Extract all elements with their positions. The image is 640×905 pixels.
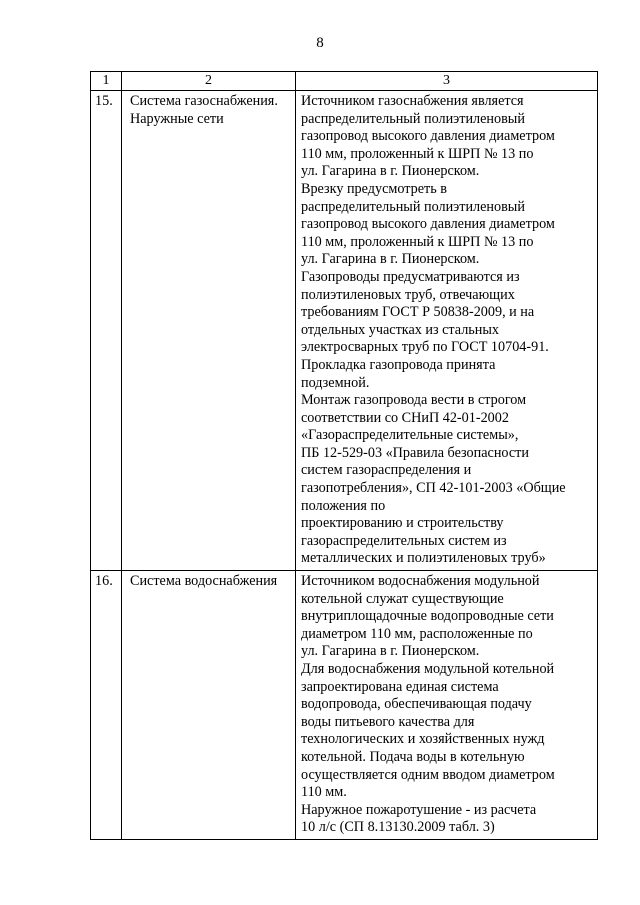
text-line: распределительный полиэтиленовый xyxy=(301,110,525,127)
text-line: Для водоснабжения модульной котельной xyxy=(301,661,555,677)
text-line: Система газоснабжения. xyxy=(130,93,278,109)
system-description xyxy=(296,91,598,571)
table-header-row xyxy=(91,72,598,91)
text-line: ул. Гагарина в г. Пионерском. xyxy=(301,163,480,180)
text-line: требованиям ГОСТ Р 50838-2009, и на xyxy=(301,304,535,321)
text-line: Врезку предусмотреть в xyxy=(301,180,447,197)
page-number: 8 xyxy=(316,35,324,51)
column-header-2: 2 xyxy=(122,72,296,91)
text-line: осуществляется одним вводом диаметром xyxy=(301,766,555,783)
text-line: отдельных участках из стальных xyxy=(301,321,499,338)
text-line: проектированию и строительству xyxy=(301,515,504,532)
text-line: ул. Гагарина в г. Пионерском. xyxy=(301,251,480,268)
text-line: котельной. Подача воды в котельную xyxy=(301,748,525,765)
text-line: технологических и хозяйственных нужд xyxy=(301,731,545,748)
text-line: Система водоснабжения xyxy=(130,573,278,590)
text-line: 110 мм, проложенный к ШРП № 13 по xyxy=(301,145,534,162)
row-number: 16. xyxy=(91,571,122,840)
text-line: 110 мм, проложенный к ШРП № 13 по xyxy=(301,233,534,250)
text-line: воды питьевого качества для xyxy=(301,713,475,730)
system-description xyxy=(296,571,598,840)
text-line: металлических и полиэтиленовых труб» xyxy=(301,550,546,567)
text-line: Наружное пожаротушение - из расчета xyxy=(301,801,537,818)
text-line: водопровода, обеспечивающая подачу xyxy=(301,696,532,713)
text-line: систем газораспределения и xyxy=(301,462,472,479)
text-line: диаметром 110 мм, расположенные по xyxy=(301,625,533,642)
text-line: «Газораспределительные системы», xyxy=(301,427,519,444)
row-number: 15. xyxy=(91,91,122,571)
text-line: запроектирована единая система xyxy=(301,678,499,695)
column-header-3: 3 xyxy=(296,72,598,91)
system-name xyxy=(122,571,296,840)
text-line: Монтаж газопровода вести в строгом xyxy=(301,392,527,409)
column-header-1: 1 xyxy=(91,72,122,91)
text-line: 110 мм. xyxy=(301,784,347,801)
text-line: 10 л/с (СП 8.13130.2009 табл. 3) xyxy=(301,819,495,836)
text-line: газопотребления», СП 42-101-2003 «Общие xyxy=(301,480,566,497)
text-line: ПБ 12-529-03 «Правила безопасности xyxy=(301,444,529,461)
text-line: Источником водоснабжения модульной xyxy=(301,573,540,590)
text-line: Наружные сети xyxy=(130,110,224,127)
text-line: положения по xyxy=(301,497,386,514)
text-line: ул. Гагарина в г. Пионерском. xyxy=(301,643,480,660)
text-line: Газопроводы предусматриваются из xyxy=(301,268,520,285)
text-line: полиэтиленовых труб, отвечающих xyxy=(301,286,515,303)
text-line: газопровод высокого давления диаметром xyxy=(301,128,555,145)
text-line: газопровод высокого давления диаметром xyxy=(301,216,555,233)
text-line: электросварных труб по ГОСТ 10704-91. xyxy=(301,339,549,356)
text-line: распределительный полиэтиленовый xyxy=(301,198,525,215)
text-line: внутриплощадочные водопроводные сети xyxy=(301,608,554,625)
text-line: Прокладка газопровода принята xyxy=(301,356,496,373)
table-row xyxy=(91,91,598,571)
text-line: газораспределительных систем из xyxy=(301,532,507,549)
text-line: соответствии со СНиП 42-01-2002 xyxy=(301,409,509,426)
table-row xyxy=(91,571,598,840)
specification-table xyxy=(90,71,598,840)
text-line: Источником газоснабжения является xyxy=(301,93,524,109)
text-line: подземной. xyxy=(301,374,370,391)
system-name xyxy=(122,91,296,571)
text-line: котельной служат существующие xyxy=(301,590,504,607)
